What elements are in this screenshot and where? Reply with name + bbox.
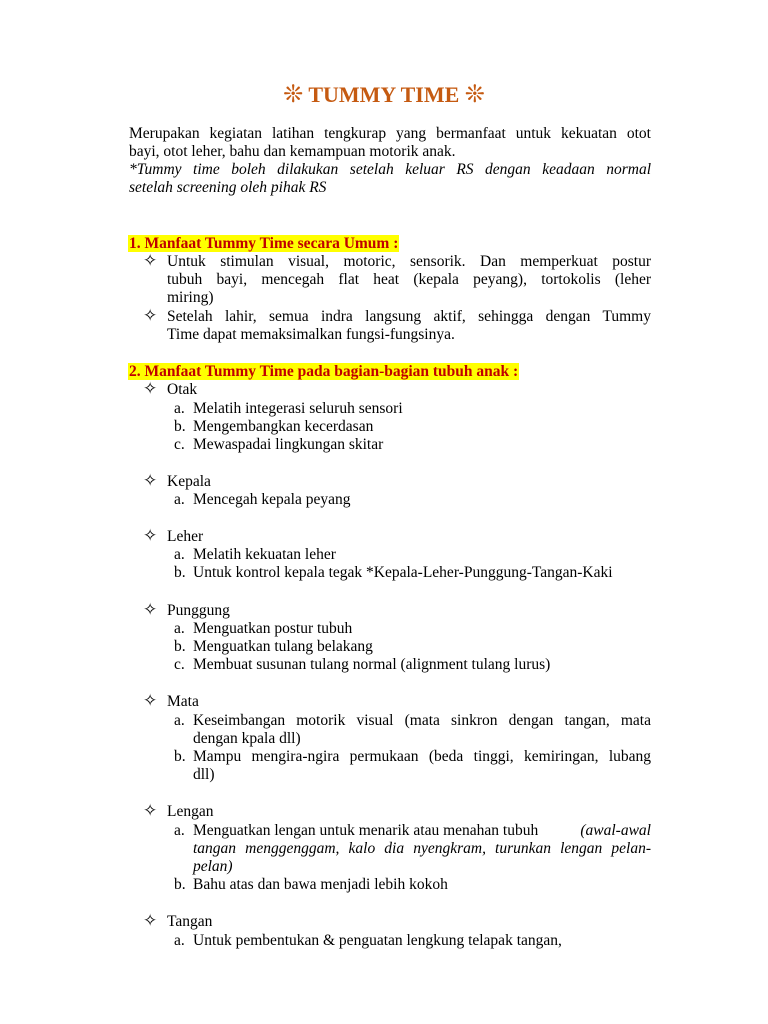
lengan-item-b: Bahu atas dan bawa menjadi lebih kokoh bbox=[193, 876, 448, 893]
list-marker: c. bbox=[174, 436, 185, 453]
page-title bbox=[0, 82, 768, 108]
ornament-left-icon: ❊ bbox=[283, 82, 304, 108]
otak-item-c: Mewaspadai lingkungan skitar bbox=[193, 436, 384, 453]
lengan-item-a-line-1 bbox=[193, 822, 651, 840]
page-title-text: TUMMY TIME bbox=[308, 82, 460, 107]
diamond-bullet-icon: ✧ bbox=[143, 306, 158, 325]
ornament-right-icon: ❊ bbox=[464, 82, 485, 108]
intro-note-line-1: *Tummy time boleh dilakukan setelah keluar RS dengan keadaan normal bbox=[129, 161, 651, 178]
diamond-bullet-icon: ✧ bbox=[143, 801, 158, 820]
list-marker: a. bbox=[174, 546, 185, 563]
kepala-label: Kepala bbox=[167, 473, 211, 490]
lengan-item-a-normal: Menguatkan lengan untuk menarik atau menahan tubuh bbox=[193, 822, 539, 839]
diamond-bullet-icon: ✧ bbox=[143, 911, 158, 930]
mata-label: Mata bbox=[167, 693, 199, 710]
diamond-bullet-icon: ✧ bbox=[143, 600, 158, 619]
otak-item-b: Mengembangkan kecerdasan bbox=[193, 418, 374, 435]
otak-item-a: Melatih integerasi seluruh sensori bbox=[193, 400, 403, 417]
list-marker: c. bbox=[174, 656, 185, 673]
s1-bullet-1-line-3: miring) bbox=[167, 289, 214, 306]
punggung-item-b: Menguatkan tulang belakang bbox=[193, 638, 373, 655]
mata-item-b-line-2: dll) bbox=[193, 766, 215, 783]
mata-item-a-line-2: dengan kpala dll) bbox=[193, 730, 301, 747]
punggung-item-c: Membuat susunan tulang normal (alignment tulang lurus) bbox=[193, 656, 551, 673]
leher-item-a: Melatih kekuatan leher bbox=[193, 546, 336, 563]
mata-item-b-line-1: Mampu mengira-ngira permukaan (beda tinggi, kemiringan, lubang bbox=[193, 748, 651, 765]
s1-bullet-1-line-2: tubuh bayi, mencegah flat heat (kepala peyang), tortokolis (leher bbox=[167, 271, 651, 288]
leher-label: Leher bbox=[167, 528, 204, 545]
list-marker: a. bbox=[174, 932, 185, 949]
lengan-item-a-italic: (awal-awal bbox=[580, 822, 651, 839]
tangan-item-a: Untuk pembentukan & penguatan lengkung telapak tangan, bbox=[193, 932, 562, 949]
lengan-item-a-line-3: pelan) bbox=[193, 858, 233, 875]
section-2-heading bbox=[128, 363, 519, 381]
section-1-heading-text: 1. Manfaat Tummy Time secara Umum : bbox=[129, 235, 399, 252]
lengan-label: Lengan bbox=[167, 803, 214, 820]
tangan-label: Tangan bbox=[167, 913, 213, 930]
list-marker: a. bbox=[174, 822, 185, 839]
list-marker: b. bbox=[174, 748, 186, 765]
intro-note-line-2: setelah screening oleh pihak RS bbox=[129, 179, 327, 196]
list-marker: a. bbox=[174, 400, 185, 417]
s1-bullet-2-line-1: Setelah lahir, semua indra langsung aktif, sehingga dengan Tummy bbox=[167, 308, 651, 325]
s1-bullet-1-line-1: Untuk stimulan visual, motoric, sensorik. Dan memperkuat postur bbox=[167, 253, 651, 270]
list-marker: a. bbox=[174, 491, 185, 508]
intro-line-2: bayi, otot leher, bahu dan kemampuan motorik anak. bbox=[129, 143, 456, 160]
section-1-heading bbox=[128, 235, 399, 253]
list-marker: b. bbox=[174, 564, 186, 581]
diamond-bullet-icon: ✧ bbox=[143, 471, 158, 490]
diamond-bullet-icon: ✧ bbox=[143, 691, 158, 710]
section-2-heading-text: 2. Manfaat Tummy Time pada bagian-bagian tubuh anak : bbox=[129, 363, 519, 380]
list-marker: b. bbox=[174, 418, 186, 435]
diamond-bullet-icon: ✧ bbox=[143, 526, 158, 545]
kepala-item-a: Mencegah kepala peyang bbox=[193, 491, 351, 508]
punggung-item-a: Menguatkan postur tubuh bbox=[193, 620, 353, 637]
list-marker: b. bbox=[174, 876, 186, 893]
list-marker: a. bbox=[174, 712, 185, 729]
lengan-item-a-line-2: tangan menggenggam, kalo dia nyengkram, turunkan lengan pelan- bbox=[193, 840, 651, 857]
leher-item-b: Untuk kontrol kepala tegak *Kepala-Leher-Punggung-Tangan-Kaki bbox=[193, 564, 613, 581]
mata-item-a-line-1: Keseimbangan motorik visual (mata sinkron dengan tangan, mata bbox=[193, 712, 651, 729]
diamond-bullet-icon: ✧ bbox=[143, 251, 158, 270]
diamond-bullet-icon: ✧ bbox=[143, 379, 158, 398]
otak-label: Otak bbox=[167, 381, 198, 398]
s1-bullet-2-line-2: Time dapat memaksimalkan fungsi-fungsinya. bbox=[167, 326, 455, 343]
list-marker: a. bbox=[174, 620, 185, 637]
intro-line-1: Merupakan kegiatan latihan tengkurap yang bermanfaat untuk kekuatan otot bbox=[129, 125, 651, 142]
punggung-label: Punggung bbox=[167, 602, 230, 619]
list-marker: b. bbox=[174, 638, 186, 655]
